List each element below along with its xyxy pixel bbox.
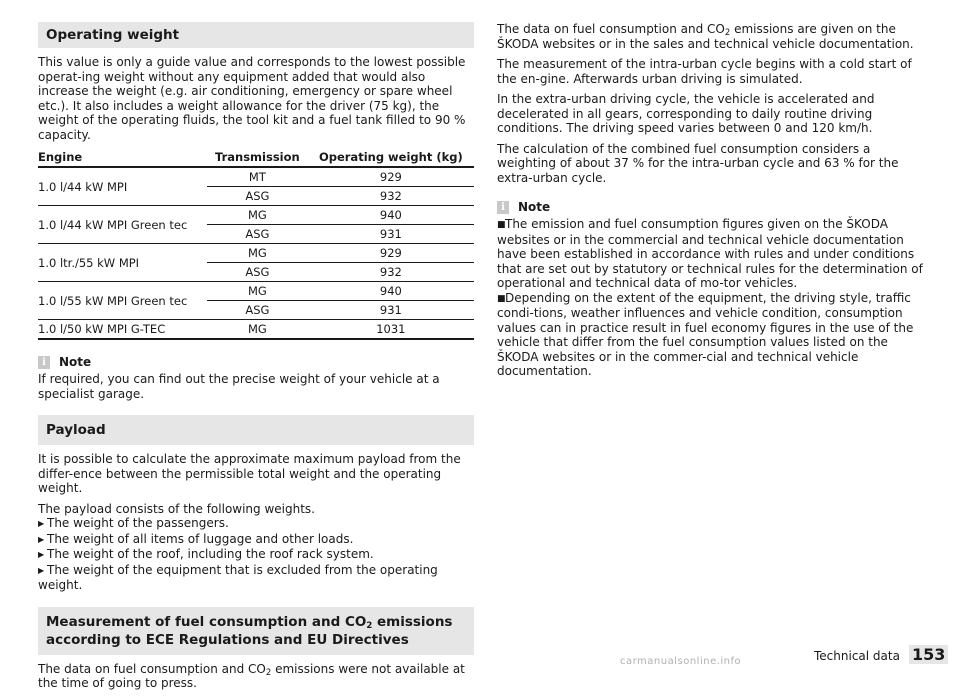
left-column [38,22,474,697]
triangle-bullet-icon: ▶ [38,550,45,559]
list-item: ▶ The weight of the roof, including the roof rack system. [38,547,374,561]
list-item: ▶ The weight of all items of luggage and other loads. [38,531,354,546]
transmission-cell: MG [207,320,308,340]
weight-cell: 940 [308,206,474,225]
note-heading [497,199,933,215]
triangle-bullet-icon: ▶ [38,534,45,544]
engine-cell: 1.0 l/50 kW MPI G-TEC [38,320,207,340]
table-row [38,282,474,301]
right-column [497,22,933,379]
list-item: ■Depending on the extent of the equipment, the driving style, traffic condi-tions, weather influences and vehicle condition, consumption values can in practice result in fuel economy figures in the use of the vehicle that differ from the fuel consumption values listed on the ŠKODA websites or in the commer-cial and technical vehicle documentation. [497,290,914,378]
weight-cell: 931 [308,301,474,320]
weight-cell: 940 [308,282,474,301]
operating-weight-intro: This value is only a guide value and corresponds to the lowest possible operat-ing weight without any equipment added that would also increase the weight (e.g. air conditioning, emergency or spare wheel etc.). It also includes a weight allowance for the driver (75 kg), the weight of the operating fluids, the tool kit and a fuel tank filled to 90 % capacity. [38,55,466,142]
transmission-cell: ASG [207,187,308,206]
weight-cell: 929 [308,167,474,187]
engine-cell: 1.0 ltr./55 kW MPI [38,244,207,282]
combined-paragraph: The calculation of the combined fuel consumption considers a weighting of about 37 % for the intra-urban cycle and 63 % for the extra-urban cycle. [497,141,899,185]
info-icon: i [497,201,509,214]
consumption-data-paragraph: The data on fuel consumption and $CO_2$ emissions are given on the ŠKODA websites or in the sales and technical vehicle documentation. [497,22,914,51]
info-icon: i [38,356,50,369]
header-operating-weight: Operating weight (kg) [308,148,474,167]
triangle-bullet-icon: ▶ [38,565,45,575]
operating-weight-heading: Operating weight [38,22,474,48]
payload-heading: Payload [38,415,474,445]
payload-intro: It is possible to calculate the approximate maximum payload from the differ-ence between the permissible total weight and the operating weight. [38,452,461,495]
measurement-heading: Measurement of fuel consumption and $CO_2$ emissions according to ECE Regulations and EU Directives [38,607,474,655]
table-row [38,167,474,187]
square-bullet-icon: ■ [497,220,506,230]
weight-cell: 931 [308,225,474,244]
transmission-cell: ASG [207,263,308,282]
transmission-cell: MT [207,167,308,187]
operating-weight-table [38,148,474,340]
table-row [38,320,474,340]
measurement-text: The data on fuel consumption and $CO_2$ emissions were not available at the time of going to press. [38,661,465,690]
footer-section-title: Technical data [814,649,900,663]
weight-cell: 932 [308,187,474,206]
transmission-cell: ASG [207,225,308,244]
weight-cell: 929 [308,244,474,263]
page-footer [814,645,948,664]
list-item: ■The emission and fuel consumption figures given on the ŠKODA websites or in the commercial and technical vehicle documentation have been established in accordance with rules and under conditions that are set out by statutory or technical rules for the determination of operational and technical data of mo-tor vehicles. [497,217,923,290]
page-number: 153 [909,645,948,664]
engine-cell: 1.0 l/44 kW MPI Green tec [38,206,207,244]
transmission-cell: MG [207,244,308,263]
header-transmission: Transmission [207,148,308,167]
payload-list-intro: The payload consists of the following weights. [38,501,315,516]
note-label: Note [518,200,551,214]
list-item: ▶ The weight of the passengers. [38,516,229,530]
extra-urban-paragraph: In the extra-urban driving cycle, the vehicle is accelerated and decelerated in all gears, corresponding to daily routine driving conditions. The driving speed varies between 0 and 120 km/h. [497,92,875,135]
list-item: ▶ The weight of the equipment that is excluded from the operating weight. [38,562,438,592]
watermark: carmanualsonline.info [620,656,742,667]
transmission-cell: MG [207,282,308,301]
transmission-cell: ASG [207,301,308,320]
note-label: Note [59,355,92,369]
header-engine: Engine [38,148,207,167]
table-header-row [38,148,474,167]
note-text: If required, you can find out the precise weight of your vehicle at a specialist garage. [38,372,440,401]
weight-cell: 1031 [308,320,474,340]
table-row [38,244,474,263]
square-bullet-icon: ■ [497,293,506,304]
intra-urban-paragraph: The measurement of the intra-urban cycle begins with a cold start of the en-gine. Afterwards urban driving is simulated. [497,57,912,86]
engine-cell: 1.0 l/55 kW MPI Green tec [38,282,207,320]
transmission-cell: MG [207,206,308,225]
note-heading [38,354,474,370]
weight-cell: 932 [308,263,474,282]
table-row [38,206,474,225]
triangle-bullet-icon: ▶ [38,519,45,528]
engine-cell: 1.0 l/44 kW MPI [38,167,207,206]
